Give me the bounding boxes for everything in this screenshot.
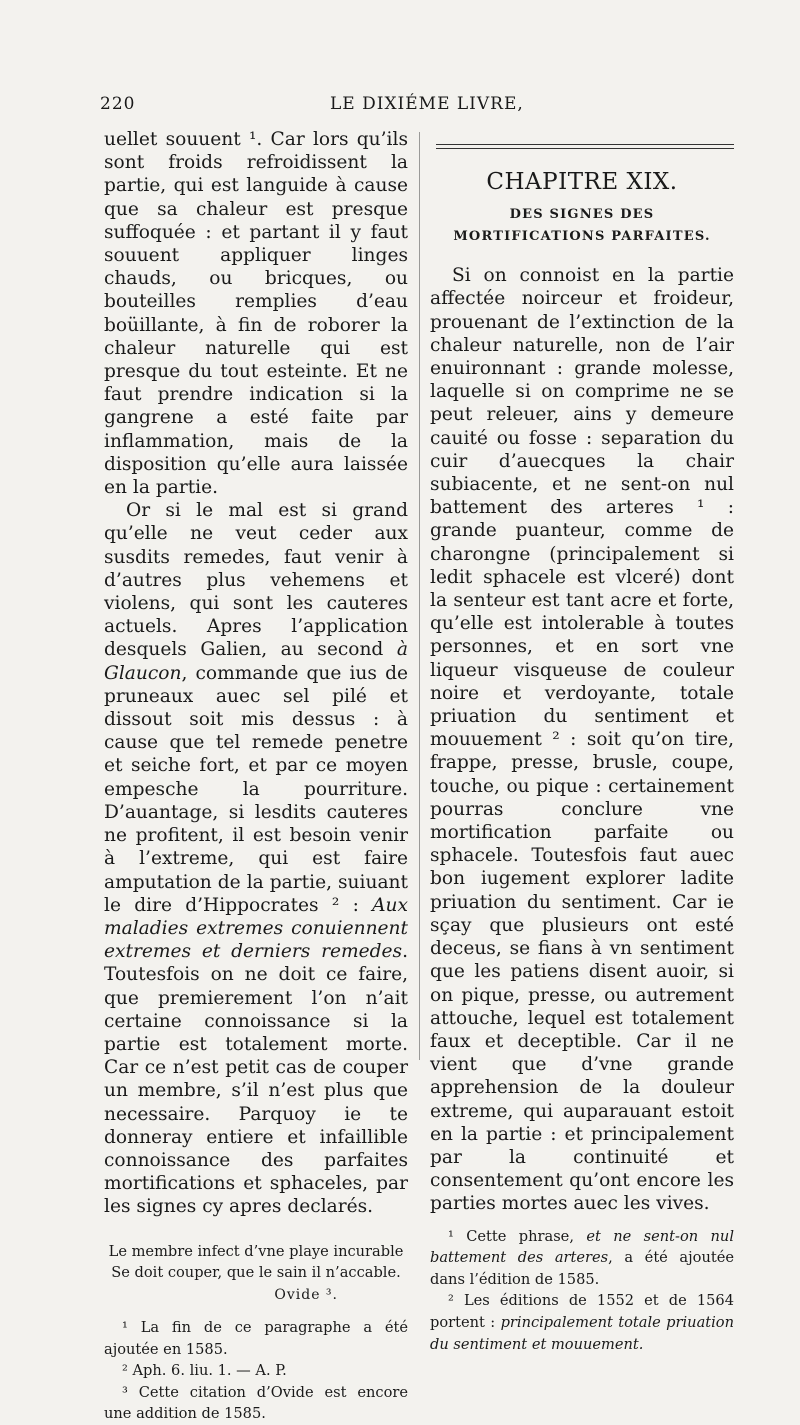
footnote-right-2: ² Les éditions de 1552 et de 1564 portent : principalement totale priuation du sentiment et mouuement. [430, 1292, 734, 1353]
chapter-title: CHAPITRE XIX. [486, 169, 678, 195]
footnote-2: ² Aph. 6. liu. 1. — A. P. [122, 1362, 287, 1380]
verse-source: Ovide ³. [274, 1286, 338, 1303]
left-paragraph-1: uellet souuent ¹. Car lors qu’ils sont froids refroidissent la partie, qui est languide à cause que sa chaleur est presque suffoquée : et partant il y faut souuent appliquer linges chauds, ou bricques, ou bouteilles remplies d’eau boüillante, à fin de roborer la chaleur naturelle qui est presque du tout esteinte. Et ne faut prendre indication si la gangrene a esté faite par inflammation, mais de la disposition qu’elle aura laissée en la partie. [104, 129, 408, 499]
right-paragraph-1: Si on connoist en la partie affectée noirceur et froideur, prouenant de l’extinction de la chaleur naturelle, non de l’air enuironnant : grande molesse, laquelle si on comprime ne se peut releuer, ains y demeure cauité ou fosse : separation du cuir d’auecques la chair subiacente, et ne sent-on nul battement des arteres ¹ : grande puanteur, comme de charongne (principalement si ledit sphacele est vlceré) dont la senteur est tant acre et forte, qu’elle est intolerable à toutes personnes, et en sort vne liqueur visqueuse de couleur noire et verdoyante, totale priuation du sentiment et mouuement ² : soit qu’on tire, frappe, presse, brusle, coupe, touche, ou pique : certainement pourras conclure vne mortification parfaite ou sphacele. Toutesfois faut auec bon iugement explorer ladite priuation du sentiment. Car ie sçay que plusieurs ont esté deceus, se fians à vn sentiment que les patiens disent auoir, si on pique, presse, ou autrement attouche, lequel est totalement faux et deceptible. Car il ne vient que d’vne grande apprehension de la douleur extreme, qui auparauant estoit en la partie : et principalement par la continuité et consentement qu’ont encore les parties mortes auec les vives. [430, 265, 734, 1215]
page-number: 220 [100, 94, 136, 114]
right-column [430, 138, 734, 1355]
italic-glaucon: à Glaucon [104, 639, 408, 684]
chapter-rule [436, 144, 734, 149]
footnote-3: ³ Cette citation d’Ovide est encore une addition de 1585. [104, 1383, 408, 1423]
left-footnotes [104, 1317, 408, 1425]
footnote-right-1: ¹ Cette phrase, et ne sent-on nul battement des arteres, a été ajoutée dans l’édition de 1585. [430, 1227, 734, 1288]
verse-line-1: Le membre infect d’vne playe incurable [108, 1242, 404, 1260]
ovid-verse [104, 1241, 408, 1284]
running-title: LE DIXIÉME LIVRE, [330, 94, 524, 114]
footnote-1: ¹ La fin de ce paragraphe a été ajoutée en 1585. [104, 1318, 408, 1358]
running-head [100, 94, 524, 124]
italic-hippocrates-quote: Aux maladies extremes conuiennent extremes et derniers remedes [104, 894, 408, 963]
left-paragraph-2: Or si le mal est si grand qu’elle ne veut ceder aux susdits remedes, faut venir à d’autres plus vehemens et violens, qui sont les cauteres actuels. Apres l’application desquels Galien, au second à Glaucon, commande que ius de pruneaux auec sel pilé et dissout soit mis dessus : à cause que tel remede penetre et seiche fort, et par ce moyen empesche la pourriture. D’auantage, si lesdits cauteres ne profitent, il est besoin venir à l’extreme, qui est faire amputation de la partie, suiuant le dire d’Hippocrates ² : Aux maladies extremes conuiennent extremes et derniers remedes. Toutesfois on ne doit ce faire, que premierement l’on n’ait certaine connoissance si la partie est totalement morte. Car ce n’est petit cas de couper un membre, s’il n’est plus que necessaire. Parquoy ie te donneray entiere et infaillible connoissance des parfaites mortifications et sphaceles, par les signes cy apres declarés. [104, 500, 408, 1218]
column-divider [419, 132, 420, 1060]
left-column [104, 128, 408, 1425]
right-footnotes [430, 1226, 734, 1356]
chapter-subtitle: DES SIGNES DES MORTIFICATIONS PARFAITES. [453, 207, 711, 245]
verse-line-2: Se doit couper, que le sain il n’accable. [111, 1264, 401, 1282]
